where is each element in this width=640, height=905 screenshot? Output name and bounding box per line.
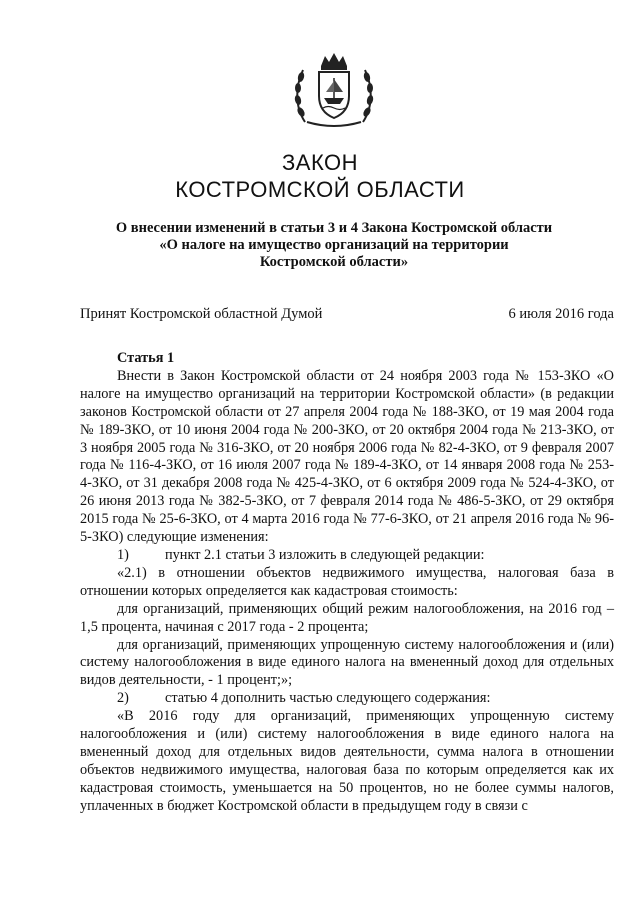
adopted-by: Принят Костромской областной Думой (80, 306, 323, 322)
list-item-number: 2) (117, 690, 129, 707)
article-body (80, 350, 614, 816)
list-item-text: пункт 2.1 статьи 3 изложить в следующей редакции: (165, 546, 485, 563)
coat-of-arms-icon (293, 52, 375, 130)
list-item (80, 547, 614, 565)
law-title: ЗАКОН (281, 150, 359, 175)
list-item (80, 690, 614, 708)
paragraph: для организаций, применяющих общий режим налогообложения, на 2016 год – 1,5 процента, начиная с 2017 года - 2 процента; (80, 600, 614, 635)
law-subtitle (100, 220, 568, 271)
list-item-text: статью 4 дополнить частью следующего содержания: (165, 690, 491, 707)
quoted-paragraph: «В 2016 году для организаций, применяющих упрощенную систему налогообложения и (или) систему налогообложения в виде единого налога на вмененный доход для отдельных видов деятельности, сумма налога в отношении объектов недвижимого имущества, налоговая база по которым определяется как их кадастровая стоимость, уменьшается на 50 процентов, но не более суммы налогов, уплаченных в бюджет Костромской области в предыдущем году в связи с (80, 708, 614, 814)
list-item-number: 1) (117, 546, 129, 563)
subtitle-line: Костромской области» (259, 254, 409, 270)
subtitle-line: «О налоге на имущество организаций на территории (159, 237, 509, 253)
article-heading: Статья 1 (117, 350, 175, 366)
region-title: КОСТРОМСКОЙ ОБЛАСТИ (175, 177, 465, 202)
quoted-paragraph: «2.1) в отношении объектов недвижимого имущества, налоговая база в отношении которых определяется как кадастровая стоимость: (80, 564, 614, 599)
adoption-date: 6 июля 2016 года (508, 306, 614, 322)
subtitle-line: О внесении изменений в статьи 3 и 4 Закона Костромской области (115, 220, 553, 236)
article-intro: Внести в Закон Костромской области от 24 ноября 2003 года № 153-ЗКО «О налоге на имущество организаций на территории Костромской области» (в редакции законов Костромской области от 27 апреля 2004 года № 188-ЗКО, от 19 мая 2004 года № 189-ЗКО, от 10 июня 2004 года № 200-ЗКО, от 20 октября 2004 года № 213-ЗКО, от 3 ноября 2005 года № 316-ЗКО, от 20 ноября 2006 года № 82-4-ЗКО, от 9 февраля 2007 года № 116-4-ЗКО, от 16 июля 2007 года № 189-4-ЗКО, от 14 января 2008 года № 253-4-ЗКО, от 31 декабря 2008 года № 425-4-ЗКО, от 6 октября 2009 года № 524-4-ЗКО, от 26 июня 2013 года № 382-5-ЗКО, от 7 февраля 2014 года № 486-5-ЗКО, от 29 октября 2015 года № 25-6-ЗКО, от 4 марта 2016 года № 77-6-ЗКО, от 21 апреля 2016 года № 96-5-ЗКО) следующие изменения: (80, 367, 614, 546)
paragraph: для организаций, применяющих упрощенную систему налогообложения и (или) систему налогообложения в виде единого налога на вмененный доход для отдельных видов деятельности, - 1 процент;»; (80, 636, 614, 689)
